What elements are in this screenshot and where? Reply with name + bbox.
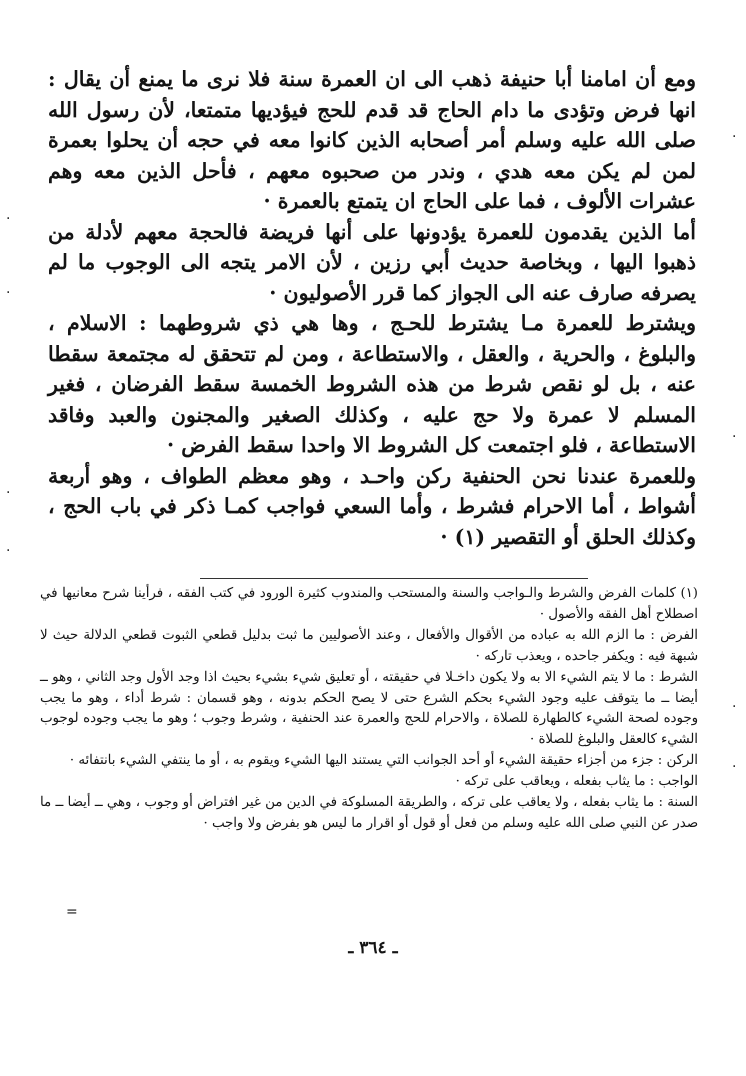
margin-mark: · <box>6 285 11 301</box>
footnote-fard: الفرض : ما الزم الله به عباده من الأقوال والأفعال ، وعند الأصوليين ما ثبت بدليل قطعي الثبوت قطعي الدلالة حيث لا شبهة فيه : ويكفر جاحده ، ويعذب تاركه · <box>40 627 698 664</box>
margin-mark: · <box>6 211 11 227</box>
paragraph-umrah-conditions: ويشترط للعمرة مـا يشترط للحـج ، وها هي ذي شروطهما : الاسلام ، والبلوغ ، والحرية ، والعقل ، والاستطاعة ، ومن لم تتحقق له مجتمعة سقطا عنه ، بل لو نقص شرط من هذه الشروط الخمسة سقط الفرضان ، فغير المسلم لا عمرة ولا حج عليه ، وكذلك الصغير والمجنون والعبد وفاقد الاستطاعة ، فلو اجتمعت كل الشروط الا واحدا سقط الفرض · <box>48 311 696 457</box>
footnote-shart: الشرط : ما لا يتم الشيء الا به ولا يكون داخـلا في حقيقته ، أو تعليق شيء بشيء بحيث اذا وجد الأول وجد الثاني ، وهو ــ أيضا ــ ما يتوقف عليه وجود الشيء بحكم الشرع حتى لا يصح الحكم بدونه ، وهو قسمان : شرط أداء ، وهو ما يجب وجوده لصحة الشيء كالطهارة للصلاة ، والاحرام للحج والعمرة عند الحنفية ، وشرط وجوب ؛ وهو ما يجب وجوده لوجوب الشيء كالعقل والبلوغ للصلاة · <box>40 669 698 748</box>
margin-mark: · <box>732 429 737 445</box>
main-text <box>48 64 696 552</box>
page-number: ـ ٣٦٤ ـ <box>348 938 398 958</box>
margin-mark: · <box>732 129 737 145</box>
continuation-mark: = <box>66 904 78 920</box>
margin-mark: · <box>732 699 737 715</box>
footnotes <box>40 584 698 835</box>
margin-mark: · <box>6 543 11 559</box>
margin-mark: · <box>6 485 11 501</box>
margin-mark: · <box>732 759 737 775</box>
footnote-sunnah: السنة : ما يثاب بفعله ، ولا يعاقب على تركه ، والطريقة المسلوكة في الدين من غير افتراض أو وجوب ، وهي ــ أيضا ــ ما صدر عن النبي صلى الله عليه وسلم من فعل أو قول أو اقرار ما ليس هو بفرض ولا واجب · <box>40 795 698 831</box>
footnote-intro: (١) كلمات الفرض والشرط والـواجب والسنة والمستحب والمندوب كثيرة الورود في كتب الفقه ، فرأينا شرح معانيها في اصطلاح أهل الفقه والأصول · <box>40 586 698 622</box>
paragraph-umrah-sunnah: ومع أن امامنا أبا حنيفة ذهب الى ان العمرة سنة فلا نرى ما يمنع أن يقال : انها فرض وتؤدى ما دام الحاج قد قدم للحج فيؤديها متمتعا، لأن رسول الله صلى الله عليه وسلم أمر أصحابه الذين كانوا معه في حجه أن يحلوا بعمرة لمن لم يكن معه هدي ، وندر من صحبوه معهم ، فأحل الذين معه وهم عشرات الألوف ، فما على الحاج ان يتمتع بالعمرة · <box>48 67 696 213</box>
footnote-wajib: الواجب : ما يثاب بفعله ، ويعاقب على تركه · <box>455 774 698 790</box>
paragraph-umrah-pillar: وللعمرة عندنا نحن الحنفية ركن واحـد ، وهو معظم الطواف ، وهو أربعة أشواط ، أما الاحرام فشرط ، وأما السعي فواجب كمـا ذكر في باب الحج ، وكذلك الحلق أو التقصير (١) · <box>48 463 696 549</box>
paragraph-umrah-obligation: أما الذين يقدمون للعمرة يؤدونها على أنها فريضة فالحجة معهم لأدلة من ذهبوا اليها ، وبخاصة حديث أبي رزين ، لأن الامر يتجه الى الوجوب ما لم يصرفه صارف عنه الى الجواز كما قرر الأصوليون · <box>48 219 696 305</box>
footnote-rukn: الركن : جزء من أجزاء حقيقة الشيء أو أحد الجوانب التي يستند اليها الشيء ويقوم به ، أو ما ينتفي الشيء بانتفائه · <box>69 753 698 769</box>
footnote-divider <box>200 578 588 579</box>
